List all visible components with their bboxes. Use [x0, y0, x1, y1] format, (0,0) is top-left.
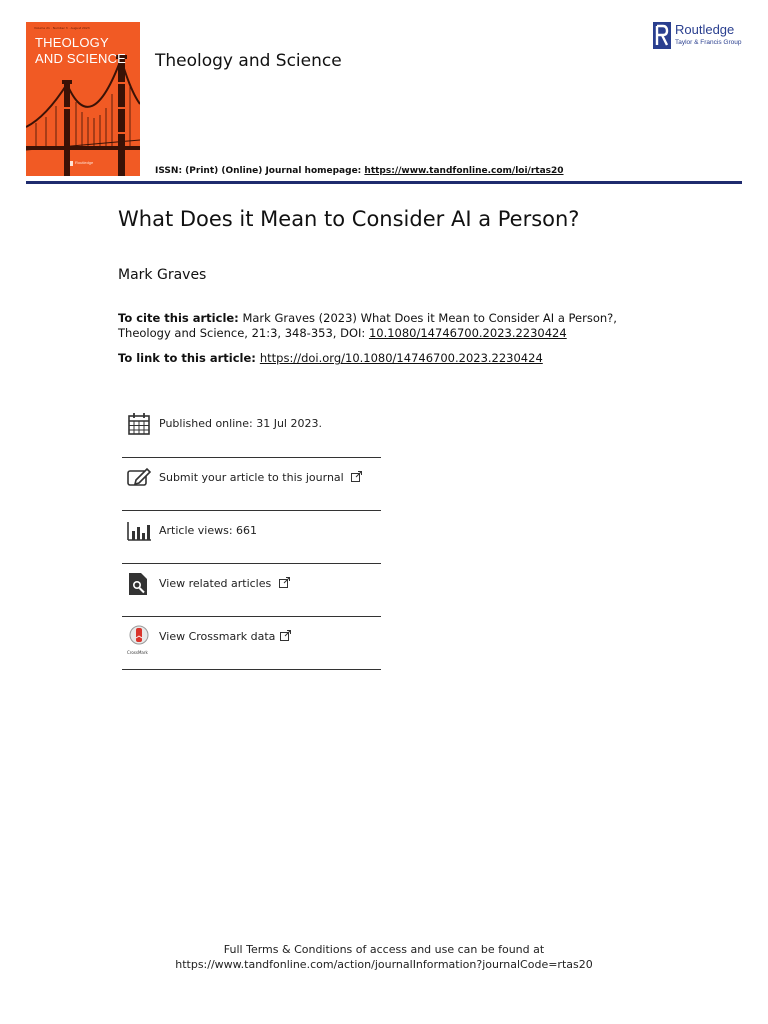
bar-chart-icon [127, 519, 151, 543]
submit-article-label: Submit your article to this journal [159, 471, 344, 484]
article-views: Article views: 661 [159, 524, 258, 537]
cover-title-line-1: THEOLOGY [35, 35, 109, 50]
cover-title-line-2: AND SCIENCE [35, 51, 127, 66]
article-title: What Does it Mean to Consider AI a Person? [118, 207, 580, 231]
crossmark-label: View Crossmark data [159, 630, 276, 643]
crossmark-link[interactable] [159, 630, 291, 643]
submit-article-link[interactable] [159, 471, 362, 484]
submit-article-row[interactable] [122, 458, 381, 511]
doi-link[interactable]: 10.1080/14746700.2023.2230424 [368, 326, 567, 340]
article-meta-list [122, 404, 381, 670]
external-link-icon [279, 577, 290, 588]
cite-text: Mark Graves (2023) What Does it Mean to Consider AI a Person?, Theology and Science, 21:3, 348-353, DOI: [118, 311, 617, 340]
footer-line-1: Full Terms & Conditions of access and use can be found at [223, 943, 545, 956]
footer-terms [0, 942, 768, 972]
published-row [122, 404, 381, 458]
publisher-logo [653, 22, 747, 50]
external-link-icon [280, 630, 291, 641]
article-doi-url-link[interactable]: https://doi.org/10.1080/14746700.2023.2230424 [259, 351, 543, 365]
citation-block [118, 311, 658, 341]
article-author: Mark Graves [118, 267, 207, 283]
document-search-icon [127, 572, 151, 596]
calendar-icon [127, 412, 151, 436]
cite-label: To cite this article: [118, 311, 239, 325]
journal-homepage-link[interactable]: https://www.tandfonline.com/loi/rtas20 [364, 166, 564, 176]
journal-cover [26, 22, 140, 176]
issn-prefix: ISSN: (Print) (Online) Journal homepage: [155, 166, 365, 176]
crossmark-icon [127, 625, 151, 649]
crossmark-row[interactable] [122, 617, 381, 670]
external-link-icon [351, 471, 362, 482]
routledge-r-icon [653, 22, 671, 49]
related-articles-row[interactable] [122, 564, 381, 617]
publisher-name: Routledge [675, 22, 735, 37]
crossmark-caption: CrossMark [127, 650, 148, 655]
related-articles-label: View related articles [159, 577, 272, 590]
footer-terms-link[interactable]: https://www.tandfonline.com/action/journalInformation?journalCode=rtas20 [175, 958, 593, 971]
edit-icon [127, 466, 151, 490]
cover-publisher: Routledge [75, 160, 94, 165]
article-views-row [122, 511, 381, 564]
cover-issue-line: Volume 21 · Number 3 · August 2023 [34, 26, 90, 30]
publisher-group: Taylor & Francis Group [675, 39, 742, 46]
issn-line [155, 166, 564, 176]
journal-title: Theology and Science [155, 51, 342, 71]
article-link-block [118, 351, 543, 365]
link-label: To link to this article: [118, 351, 260, 365]
header-rule [26, 181, 742, 184]
published-date: Published online: 31 Jul 2023. [159, 417, 322, 430]
related-articles-link[interactable] [159, 577, 290, 590]
cover-title [35, 35, 126, 67]
